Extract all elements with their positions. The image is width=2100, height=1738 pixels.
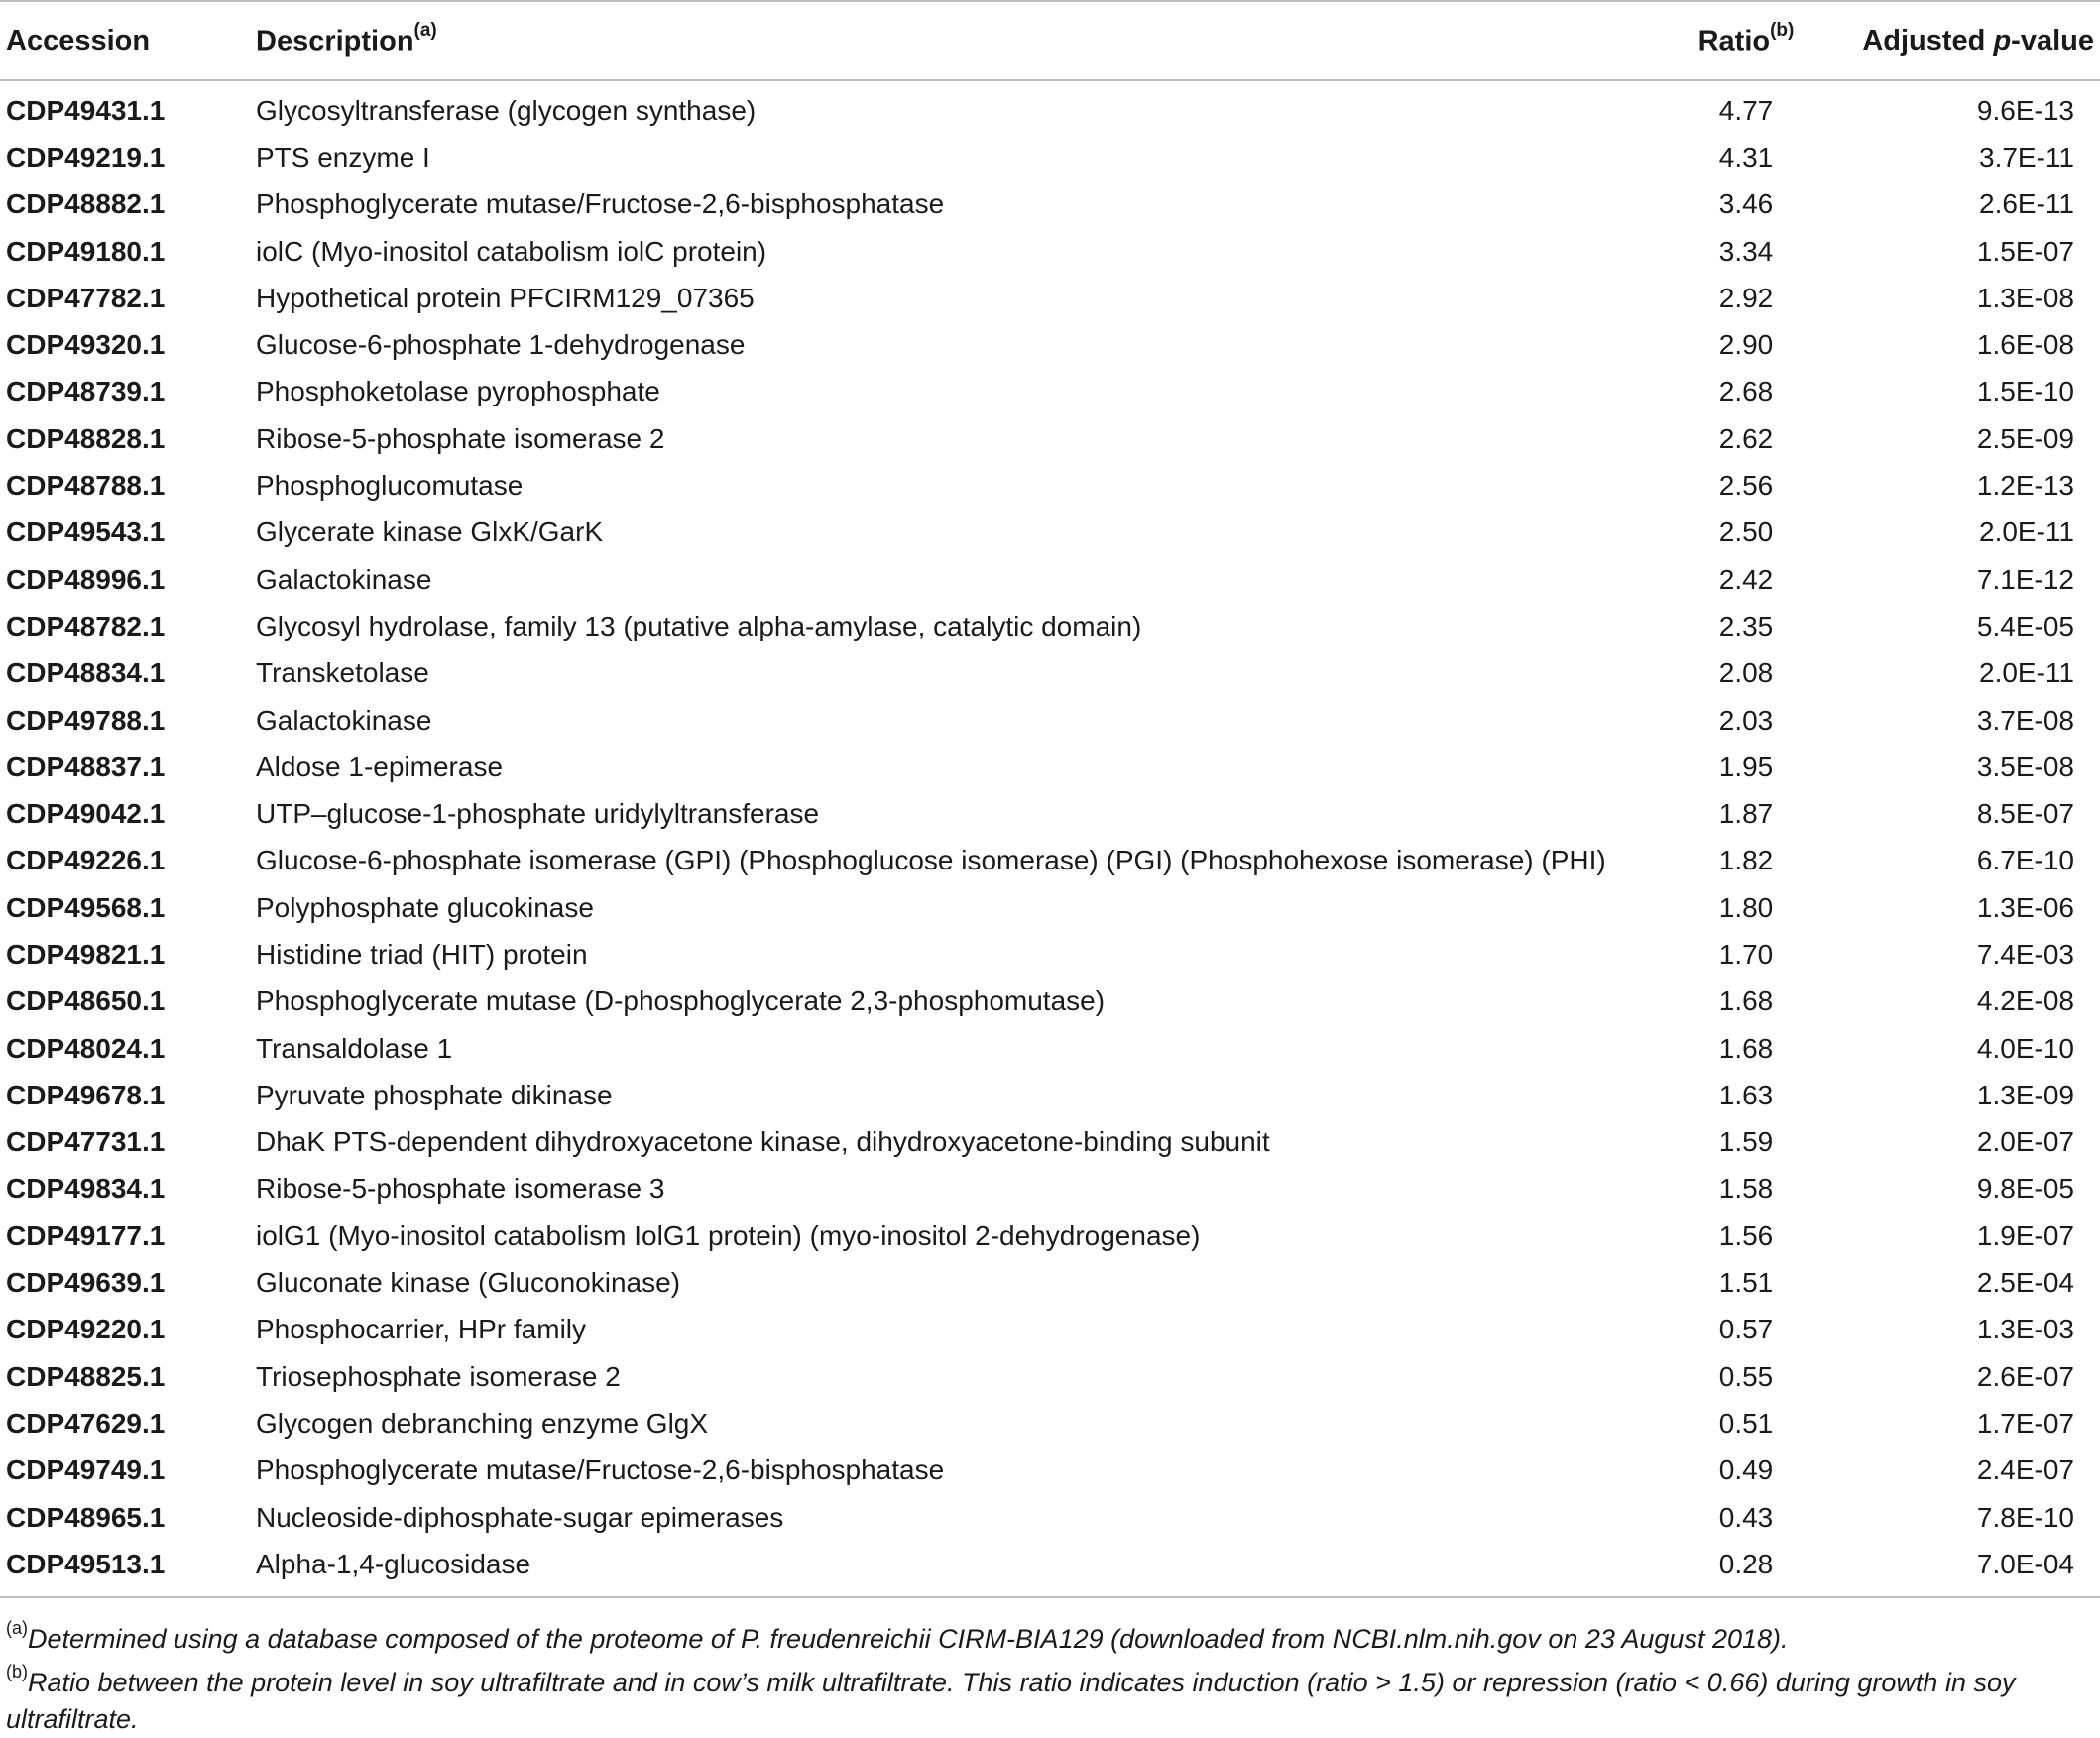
ratio-cell: 1.51 — [1718, 1267, 1774, 1299]
description-cell: Gluconate kinase (Gluconokinase) — [256, 1267, 681, 1299]
accession-cell: CDP49219.1 — [6, 141, 166, 173]
accession-cell: CDP49431.1 — [6, 94, 166, 126]
adjusted-pvalue-cell: 1.9E-07 — [1976, 1219, 2074, 1251]
table-row — [0, 556, 2100, 603]
description-cell: DhaK PTS-dependent dihydroxyacetone kinase, dihydroxyacetone-binding subunit — [256, 1126, 1270, 1158]
table-row — [0, 1213, 2100, 1259]
adjusted-pvalue-cell: 4.0E-10 — [1976, 1032, 2074, 1064]
header-pvalue-italic: p — [1993, 24, 2012, 57]
ratio-cell: 2.56 — [1718, 470, 1774, 502]
table-row — [0, 1541, 2100, 1596]
table-row — [0, 1166, 2100, 1213]
header-accession — [0, 1, 256, 80]
ratio-cell: 1.68 — [1718, 1032, 1774, 1064]
accession-cell: CDP49568.1 — [6, 891, 166, 923]
description-cell: Transketolase — [256, 657, 429, 689]
table-row — [0, 838, 2100, 884]
accession-cell: CDP49513.1 — [0, 1541, 256, 1596]
header-row — [0, 1, 2100, 80]
table-row — [0, 134, 2100, 180]
adjusted-pvalue-cell: 1.2E-13 — [1976, 470, 2074, 502]
ratio-cell: 4.31 — [1718, 141, 1774, 173]
accession-cell: CDP48782.1 — [6, 610, 166, 641]
ratio-cell: 2.62 — [1718, 422, 1774, 454]
table-row — [0, 1400, 2100, 1447]
table-row — [0, 979, 2100, 1025]
header-ratio-label: Ratio — [1697, 25, 1771, 58]
accession-cell: CDP48650.1 — [6, 985, 166, 1017]
adjusted-pvalue-cell: 1.3E-06 — [1976, 891, 2074, 923]
adjusted-pvalue-cell: 7.4E-03 — [1976, 938, 2074, 970]
table-row — [0, 790, 2100, 837]
adjusted-pvalue-cell: 2.0E-07 — [1976, 1126, 2074, 1158]
accession-cell: CDP49220.1 — [6, 1314, 166, 1345]
table-body — [0, 80, 2100, 1597]
table-row — [0, 744, 2100, 790]
description-cell: Hypothetical protein PFCIRM129_07365 — [256, 282, 755, 313]
ratio-cell: 2.90 — [1718, 329, 1774, 361]
description-cell: PTS enzyme I — [256, 141, 430, 173]
ratio-cell: 1.70 — [1718, 938, 1774, 970]
footnote-a — [6, 1614, 2088, 1658]
accession-cell: CDP48024.1 — [6, 1032, 166, 1064]
ratio-cell: 2.92 — [1718, 282, 1774, 313]
accession-cell: CDP48739.1 — [6, 376, 166, 407]
table-row — [0, 80, 2100, 134]
header-description-footnote-marker: (a) — [413, 19, 437, 41]
description-cell: Pyruvate phosphate dikinase — [256, 1079, 613, 1110]
table-row — [0, 1072, 2100, 1118]
adjusted-pvalue-cell: 3.7E-11 — [1979, 141, 2074, 173]
table-header — [0, 1, 2100, 80]
footnote-a-marker: (a) — [6, 1618, 28, 1638]
description-cell: iolG1 (Myo-inositol catabolism IolG1 protein) (myo-inositol 2-dehydrogenase) — [256, 1219, 1201, 1251]
ratio-cell: 2.68 — [1718, 376, 1774, 407]
adjusted-pvalue-cell: 5.4E-05 — [1976, 610, 2074, 641]
table-row — [0, 884, 2100, 931]
accession-cell: CDP48825.1 — [6, 1360, 166, 1392]
description-cell: Phosphocarrier, HPr family — [256, 1314, 587, 1345]
header-adjusted-pvalue — [1858, 1, 2100, 80]
adjusted-pvalue-cell: 3.5E-08 — [1976, 751, 2074, 782]
description-cell: Aldose 1-epimerase — [256, 751, 504, 782]
table-row — [0, 181, 2100, 228]
description-cell: Ribose-5-phosphate isomerase 2 — [256, 422, 665, 454]
accession-cell: CDP49834.1 — [6, 1173, 166, 1205]
ratio-cell: 2.42 — [1718, 563, 1774, 595]
ratio-cell: 0.57 — [1718, 1314, 1774, 1345]
ratio-cell: 1.87 — [1718, 798, 1774, 830]
description-cell: Glycogen debranching enzyme GlgX — [256, 1407, 709, 1439]
description-cell: Histidine triad (HIT) protein — [256, 938, 588, 970]
description-cell: Glucose-6-phosphate isomerase (GPI) (Phosphoglucose isomerase) (PGI) (Phosphohexose isomerase) (PHI) — [256, 845, 1606, 876]
ratio-cell: 2.50 — [1718, 517, 1774, 548]
table-row — [0, 650, 2100, 697]
accession-cell: CDP48996.1 — [6, 563, 166, 595]
adjusted-pvalue-cell: 2.5E-04 — [1976, 1267, 2074, 1299]
table-row — [0, 275, 2100, 321]
adjusted-pvalue-cell: 7.1E-12 — [1976, 563, 2074, 595]
footnote-b-marker: (b) — [6, 1662, 28, 1681]
adjusted-pvalue-cell: 2.5E-09 — [1976, 422, 2074, 454]
description-cell: Phosphoglycerate mutase/Fructose-2,6-bisphosphatase — [256, 1454, 945, 1486]
table-row — [0, 1494, 2100, 1541]
adjusted-pvalue-cell: 2.6E-11 — [1979, 188, 2074, 220]
table-row — [0, 228, 2100, 275]
table-row — [0, 462, 2100, 509]
accession-cell: CDP48965.1 — [6, 1501, 166, 1533]
table-row — [0, 415, 2100, 462]
header-ratio-footnote-marker: (b) — [1770, 19, 1795, 41]
description-cell: Glucose-6-phosphate 1-dehydrogenase — [256, 329, 746, 361]
header-description — [256, 1, 1644, 80]
description-cell: Ribose-5-phosphate isomerase 3 — [256, 1173, 665, 1205]
description-cell: Phosphoglucomutase — [256, 470, 524, 502]
description-cell: UTP–glucose-1-phosphate uridylyltransferase — [256, 798, 820, 830]
header-ratio — [1644, 1, 1858, 80]
accession-cell: CDP49678.1 — [6, 1079, 166, 1110]
ratio-cell: 0.43 — [1718, 1501, 1774, 1533]
accession-cell: CDP47731.1 — [6, 1126, 166, 1158]
adjusted-pvalue-cell: 8.5E-07 — [1976, 798, 2074, 830]
description-cell: Nucleoside-diphosphate-sugar epimerases — [256, 1501, 784, 1533]
ratio-cell: 1.63 — [1718, 1079, 1774, 1110]
accession-cell: CDP48788.1 — [6, 470, 166, 502]
ratio-cell: 3.34 — [1718, 235, 1774, 267]
description-cell: Phosphoketolase pyrophosphate — [256, 376, 660, 407]
accession-cell: CDP48828.1 — [6, 422, 166, 454]
table-row — [0, 603, 2100, 649]
description-cell: Triosephosphate isomerase 2 — [256, 1360, 621, 1392]
header-pvalue-suffix: -value — [2011, 24, 2094, 57]
adjusted-pvalue-cell: 1.3E-09 — [1976, 1079, 2074, 1110]
ratio-cell: 0.55 — [1718, 1360, 1774, 1392]
ratio-cell: 1.95 — [1718, 751, 1774, 782]
accession-cell: CDP49543.1 — [6, 517, 166, 548]
table-row — [0, 1448, 2100, 1494]
adjusted-pvalue-cell: 2.0E-11 — [1979, 657, 2074, 689]
table-row — [0, 697, 2100, 744]
header-description-label: Description — [256, 25, 414, 58]
ratio-cell: 1.68 — [1718, 985, 1774, 1017]
accession-cell: CDP48834.1 — [6, 657, 166, 689]
description-cell: Galactokinase — [256, 563, 432, 595]
accession-cell: CDP49821.1 — [6, 938, 166, 970]
accession-cell: CDP49788.1 — [6, 704, 166, 736]
ratio-cell: 2.03 — [1718, 704, 1774, 736]
accession-cell: CDP49749.1 — [6, 1454, 166, 1486]
ratio-cell: 1.59 — [1718, 1126, 1774, 1158]
accession-cell: CDP48837.1 — [6, 751, 166, 782]
adjusted-pvalue-cell: 9.8E-05 — [1976, 1173, 2074, 1205]
footnote-b-text: Ratio between the protein level in soy ultrafiltrate and in cow’s milk ultrafiltrate. This ratio indicates induction (ratio > 1.5) or repression (ratio < 0.66) during growth in soy ultrafiltrate. — [6, 1668, 2016, 1734]
accession-cell: CDP49177.1 — [6, 1219, 166, 1251]
adjusted-pvalue-cell: 7.0E-04 — [1858, 1541, 2100, 1596]
description-cell: Galactokinase — [256, 704, 432, 736]
accession-cell: CDP47629.1 — [6, 1407, 166, 1439]
adjusted-pvalue-cell: 1.3E-03 — [1976, 1314, 2074, 1345]
footnote-b — [6, 1658, 2088, 1738]
table-row — [0, 321, 2100, 368]
accession-cell: CDP47782.1 — [6, 282, 166, 313]
adjusted-pvalue-cell: 7.8E-10 — [1976, 1501, 2074, 1533]
footnote-a-text: Determined using a database composed of the proteome of P. freudenreichii CIRM-BIA129 (downloaded from NCBI.nlm.nih.gov on 23 August 2018). — [28, 1624, 1789, 1654]
accession-cell: CDP48882.1 — [6, 188, 166, 220]
table-row — [0, 1119, 2100, 1166]
description-cell: iolC (Myo-inositol catabolism iolC protein) — [256, 235, 767, 267]
ratio-cell: 2.35 — [1718, 610, 1774, 641]
adjusted-pvalue-cell: 9.6E-13 — [1976, 94, 2074, 126]
adjusted-pvalue-cell: 2.4E-07 — [1976, 1454, 2074, 1486]
header-accession-label: Accession — [6, 24, 151, 57]
accession-cell: CDP49226.1 — [6, 845, 166, 876]
adjusted-pvalue-cell: 1.7E-07 — [1976, 1407, 2074, 1439]
table-row — [0, 1307, 2100, 1353]
description-cell: Phosphoglycerate mutase/Fructose-2,6-bisphosphatase — [256, 188, 945, 220]
header-pvalue-prefix: Adjusted — [1862, 24, 1994, 57]
ratio-cell: 3.46 — [1718, 188, 1774, 220]
accession-cell: CDP49180.1 — [6, 235, 166, 267]
adjusted-pvalue-cell: 1.5E-10 — [1976, 376, 2074, 407]
ratio-cell: 0.51 — [1718, 1407, 1774, 1439]
ratio-cell: 2.08 — [1718, 657, 1774, 689]
adjusted-pvalue-cell: 1.5E-07 — [1976, 235, 2074, 267]
table-row — [0, 1025, 2100, 1072]
table-row — [0, 510, 2100, 556]
ratio-cell: 1.80 — [1718, 891, 1774, 923]
table-row — [0, 931, 2100, 978]
ratio-cell: 0.28 — [1644, 1541, 1858, 1596]
description-cell: Glycerate kinase GlxK/GarK — [256, 517, 604, 548]
ratio-cell: 1.82 — [1718, 845, 1774, 876]
table-row — [0, 369, 2100, 415]
adjusted-pvalue-cell: 2.0E-11 — [1979, 517, 2074, 548]
accession-cell: CDP49042.1 — [6, 798, 166, 830]
adjusted-pvalue-cell: 6.7E-10 — [1976, 845, 2074, 876]
adjusted-pvalue-cell: 1.3E-08 — [1976, 282, 2074, 313]
description-cell: Glycosyl hydrolase, family 13 (putative alpha-amylase, catalytic domain) — [256, 610, 1142, 641]
ratio-cell: 1.58 — [1718, 1173, 1774, 1205]
ratio-cell: 4.77 — [1718, 94, 1774, 126]
footnotes — [6, 1614, 2088, 1738]
adjusted-pvalue-cell: 4.2E-08 — [1976, 985, 2074, 1017]
accession-cell: CDP49320.1 — [6, 329, 166, 361]
description-cell: Alpha-1,4-glucosidase — [256, 1541, 1644, 1596]
ratio-cell: 0.49 — [1718, 1454, 1774, 1486]
adjusted-pvalue-cell: 3.7E-08 — [1976, 704, 2074, 736]
description-cell: Polyphosphate glucokinase — [256, 891, 594, 923]
ratio-cell: 1.56 — [1718, 1219, 1774, 1251]
adjusted-pvalue-cell: 2.6E-07 — [1976, 1360, 2074, 1392]
adjusted-pvalue-cell: 1.6E-08 — [1976, 329, 2074, 361]
description-cell: Glycosyltransferase (glycogen synthase) — [256, 94, 757, 126]
table-row — [0, 1353, 2100, 1400]
description-cell: Transaldolase 1 — [256, 1032, 453, 1064]
accession-cell: CDP49639.1 — [6, 1267, 166, 1299]
description-cell: Phosphoglycerate mutase (D-phosphoglycerate 2,3-phosphomutase) — [256, 985, 1106, 1017]
table-row — [0, 1259, 2100, 1306]
